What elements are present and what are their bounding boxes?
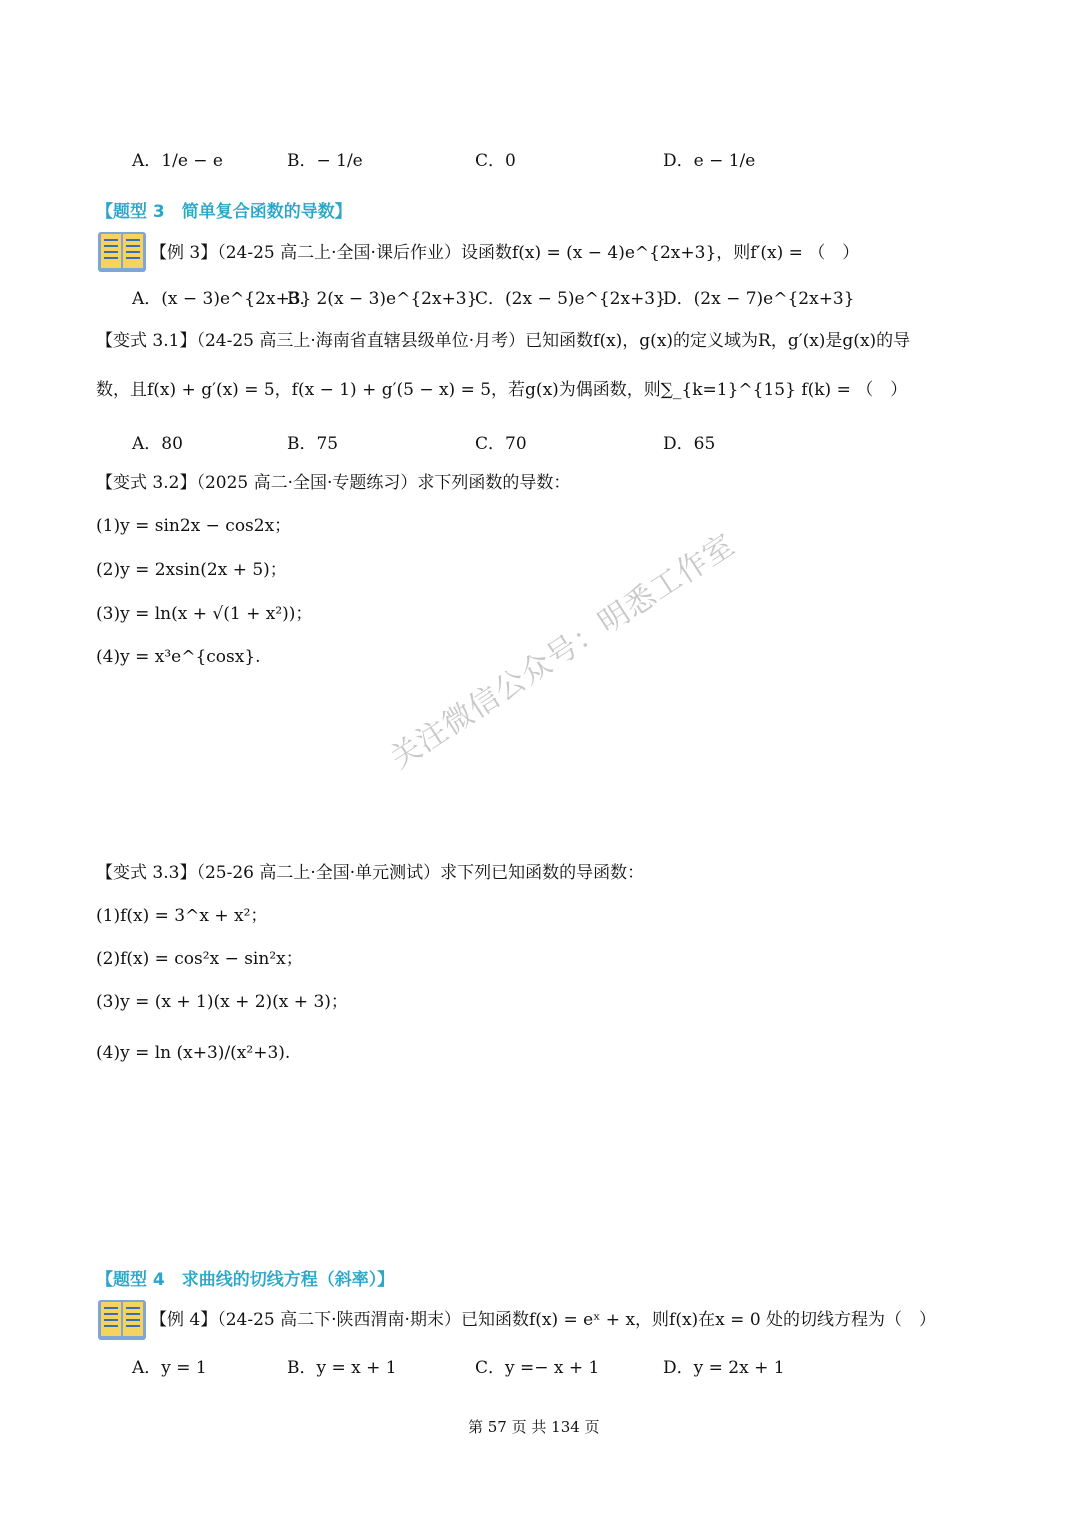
- watermark: 关注微信公众号：明悉工作室: [384, 527, 742, 777]
- variant-3-3-item-4: (4)y = ln (x+3)/(x²+3).: [96, 1043, 291, 1063]
- example-4-option-a: A．y = 1: [132, 1358, 207, 1378]
- book-icon: [97, 230, 147, 274]
- variant-3-3-item-2: (2)f(x) = cos²x − sin²x；: [96, 949, 303, 969]
- variant-3-1-option-d: D．65: [663, 434, 716, 454]
- example-4-option-d: D．y = 2x + 1: [663, 1358, 785, 1378]
- example-3-stem: 【例 3】（24-25 高二上·全国·课后作业）设函数f(x) = (x − 4)e^{2x+3}，则f′(x) = （ ）: [150, 243, 860, 263]
- variant-3-2-stem: 【变式 3.2】（2025 高二·全国·专题练习）求下列函数的导数：: [96, 473, 571, 493]
- variant-3-1-option-b: B．75: [287, 434, 339, 454]
- book-icon: [97, 1298, 147, 1342]
- example-3-option-a: A．(x − 3)e^{2x+3}: [132, 289, 312, 309]
- prev-option-c: C．0: [475, 151, 516, 171]
- variant-3-2-item-4: (4)y = x³e^{cosx}.: [96, 647, 261, 667]
- example-3-option-b: B．2(x − 3)e^{2x+3}: [287, 289, 478, 309]
- example-4-option-c: C．y =− x + 1: [475, 1358, 600, 1378]
- example-3-option-d: D．(2x − 7)e^{2x+3}: [663, 289, 855, 309]
- variant-3-2-item-1: (1)y = sin2x − cos2x；: [96, 516, 292, 536]
- example-4-stem: 【例 4】（24-25 高二下·陕西渭南·期末）已知函数f(x) = eˣ + x，则f(x)在x = 0 处的切线方程为（ ）: [150, 1310, 937, 1330]
- variant-3-3-item-1: (1)f(x) = 3^x + x²；: [96, 906, 268, 926]
- section-4-heading: 【题型 4 求曲线的切线方程（斜率）】: [96, 1270, 395, 1290]
- prev-option-a: A．1/e − e: [132, 151, 223, 171]
- variant-3-2-item-2: (2)y = 2xsin(2x + 5)；: [96, 560, 287, 580]
- variant-3-1-line-2: 数，且f(x) + g′(x) = 5，f(x − 1) + g′(5 − x) = 5，若g(x)为偶函数，则∑_{k=1}^{15} f(k) = （ ）: [96, 380, 908, 400]
- prev-option-b: B．− 1/e: [287, 151, 363, 171]
- section-3-heading: 【题型 3 简单复合函数的导数】: [96, 202, 352, 222]
- example-3-option-c: C．(2x − 5)e^{2x+3}: [475, 289, 666, 309]
- variant-3-1-line-1: 【变式 3.1】（24-25 高三上·海南省直辖县级单位·月考）已知函数f(x)，g(x)的定义域为R，g′(x)是g(x)的导: [96, 331, 911, 351]
- variant-3-1-option-c: C．70: [475, 434, 527, 454]
- page-footer: 第 57 页 共 134 页: [468, 1418, 600, 1436]
- variant-3-3-stem: 【变式 3.3】（25-26 高二上·全国·单元测试）求下列已知函数的导函数：: [96, 863, 645, 883]
- prev-option-d: D．e − 1/e: [663, 151, 756, 171]
- variant-3-1-option-a: A．80: [132, 434, 183, 454]
- example-4-option-b: B．y = x + 1: [287, 1358, 397, 1378]
- variant-3-2-item-3: (3)y = ln(x + √(1 + x²))；: [96, 604, 313, 624]
- variant-3-3-item-3: (3)y = (x + 1)(x + 2)(x + 3)；: [96, 992, 348, 1012]
